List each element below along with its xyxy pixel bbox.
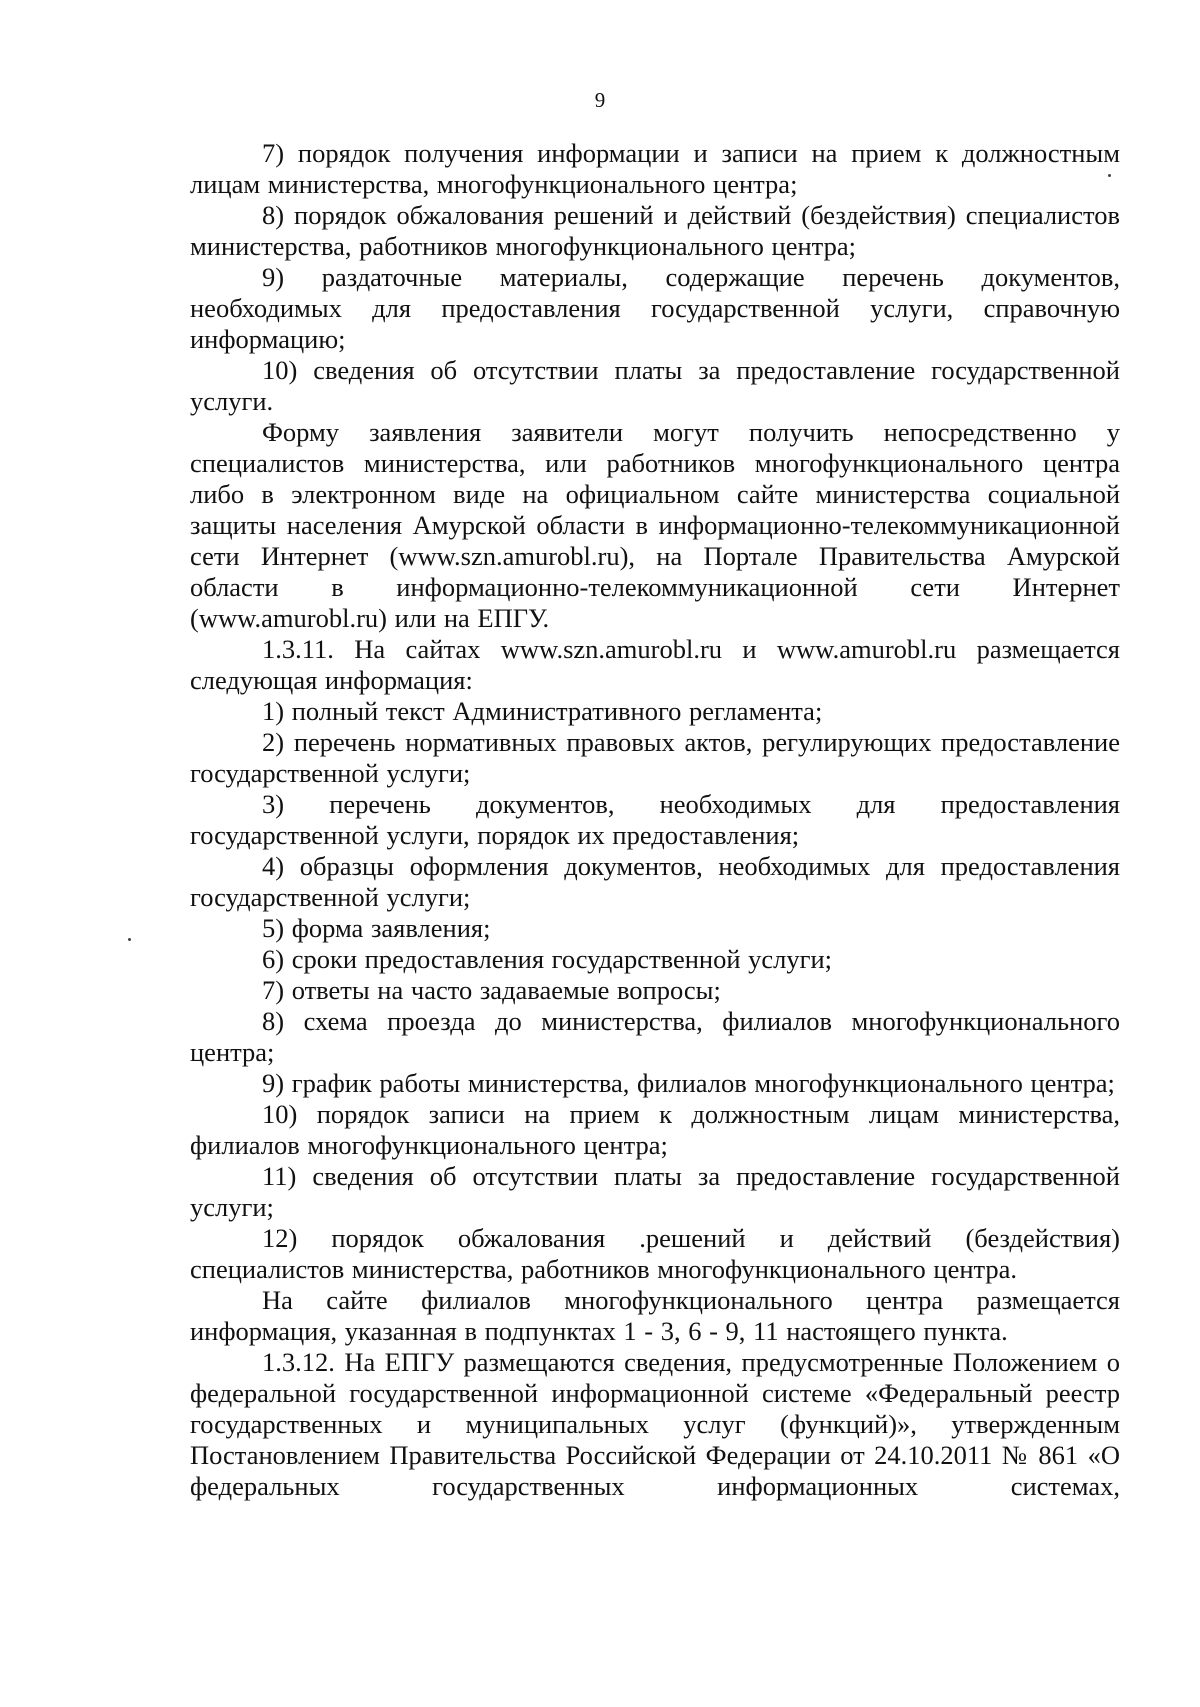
page-number: 9 — [594, 88, 606, 112]
paragraph-12: 6) сроки предоставления государственной услуги; — [262, 944, 833, 974]
paragraph-9: 3) перечень документов, необходимых для предоставления государственной услуги, порядок их предоставления; — [190, 789, 1120, 850]
paragraph-3: 9) раздаточные материалы, содержащие перечень документов, необходимых для предоставления государственной услуги, справочную информацию; — [190, 262, 1120, 354]
paragraph-5: Форму заявления заявители могут получить непосредственно у специалистов министерства, или работников многофункционального центра либо в электронном виде на официальном сайте министерства социальной защиты населения Амурской области в информационно-телекоммуникационной сети Интернет (www.szn.amurobl.ru), на Портале Правительства Амурской области в информационно-телекоммуникационной сети Интернет (www.amurobl.ru) или на ЕПГУ. — [190, 417, 1120, 633]
paragraph-6: 1.3.11. На сайтах www.szn.amurobl.ru и www.amurobl.ru размещается следующая информация: — [190, 634, 1120, 695]
paragraph-14: 8) схема проезда до министерства, филиалов многофункционального центра; — [190, 1006, 1120, 1067]
paragraph-11: 5) форма заявления; — [262, 913, 491, 943]
paragraph-13: 7) ответы на часто задаваемые вопросы; — [262, 975, 721, 1005]
paragraph-18: 12) порядок обжалования .решений и действий (бездействия) специалистов министерства, работников многофункционального центра. — [190, 1223, 1120, 1284]
paragraph-2: 8) порядок обжалования решений и действий (бездействия) специалистов министерства, работников многофункционального центра; — [190, 200, 1120, 261]
scan-speck — [128, 938, 131, 941]
scan-speck — [1108, 174, 1111, 177]
paragraph-19: На сайте филиалов многофункционального центра размещается информация, указанная в подпунктах 1 - 3, 6 - 9, 11 настоящего пункта. — [190, 1285, 1120, 1346]
paragraph-7: 1) полный текст Административного регламента; — [262, 696, 823, 726]
paragraph-16: 10) порядок записи на прием к должностным лицам министерства, филиалов многофункционального центра; — [190, 1099, 1120, 1160]
body-text — [190, 138, 1120, 1502]
paragraph-17: 11) сведения об отсутствии платы за предоставление государственной услуги; — [190, 1161, 1120, 1222]
paragraph-15: 9) график работы министерства, филиалов многофункционального центра; — [262, 1068, 1115, 1098]
paragraph-20: 1.3.12. На ЕПГУ размещаются сведения, предусмотренные Положением о федеральной государственной информационной системе «Федеральный реестр государственных и муниципальных услуг (функций)», утвержденным Постановлением Правительства Российской Федерации от 24.10.2011 № 861 «О федеральных государственных информационных системах, — [190, 1347, 1120, 1501]
paragraph-1: 7) порядок получения информации и записи на прием к должностным лицам министерства, многофункционального центра; — [190, 138, 1120, 199]
paragraph-8: 2) перечень нормативных правовых актов, регулирующих предоставление государственной услуги; — [190, 727, 1120, 788]
paragraph-4: 10) сведения об отсутствии платы за предоставление государственной услуги. — [190, 355, 1120, 416]
paragraph-10: 4) образцы оформления документов, необходимых для предоставления государственной услуги; — [190, 851, 1120, 912]
